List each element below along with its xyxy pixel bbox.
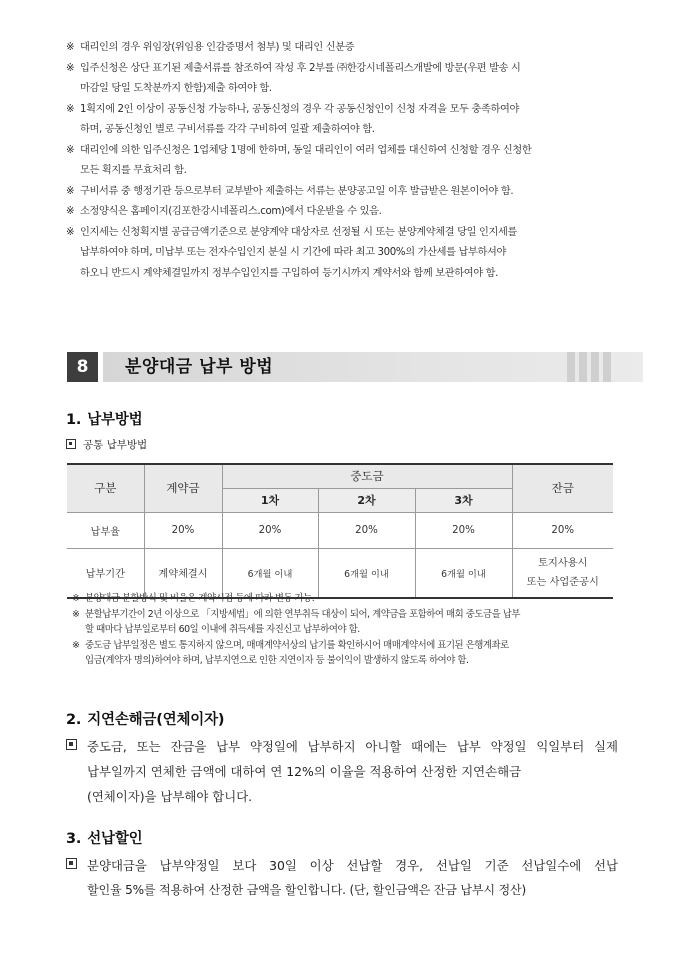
reference-mark-icon: ※ [72,593,80,604]
header-category: 구분 [67,464,144,512]
note-item [72,638,617,669]
section-number: 8 [67,352,98,382]
paragraph-late-interest [66,734,618,809]
table-notes [72,591,617,669]
cell-value: 6개월 이내 [318,548,415,598]
note-item [66,59,620,100]
note-text: 하오니 반드시 계약체결일까지 정부수입인지를 구입하여 등기시까지 계약서와 함께 보관하여야 함. [80,267,499,279]
stripe [567,352,575,382]
cell-value: 20% [415,512,512,548]
heading-late-interest [66,708,224,729]
note-item [66,38,620,59]
cell-line: 또는 사업준공시 [526,576,599,588]
paragraph-line: 분양대금을 납부약정일 보다 30일 이상 선납할 경우, 선납일 기준 선납일수에 선납 [87,858,618,873]
cell-value: 20% [318,512,415,548]
header-middle-payment: 중도금 [222,464,512,488]
section-title: 분양대금 납부 방법 [125,357,274,377]
note-text: 마감일 당일 도착분까지 한함)제출 하여야 함. [80,83,272,94]
note-text: 인지세는 신청획지별 공급금액기준으로 분양계약 대상자로 선정될 시 또는 분양계약체결 당일 인지세를 [80,226,517,238]
reference-mark-icon: ※ [66,226,75,238]
note-text: 납부하여야 하며, 미납부 또는 전자수입인지 분실 시 기간에 따라 최고 300%의 가산세를 납부하셔야 [80,247,506,258]
note-text: 중도금 납부일정은 별도 통지하지 않으며, 매매계약서상의 납기를 확인하시어 매매계약서에 표기된 은행계좌로 [85,639,509,651]
row-label: 납부기간 [67,548,144,598]
note-text: 입주신청은 상단 표기된 제출서류를 참조하여 작성 후 2부를 ㈜한강시네폴리스개발에 방문(우편 발송 시 [80,62,521,74]
cell-line: 토지사용시 [538,557,588,569]
header-contract: 계약금 [144,464,222,512]
note-text: 분양대금 분할방식 및 비율은 계약시점 등에 따라 변동 가능. [85,593,315,604]
row-label: 납부율 [67,512,144,548]
stripe [603,352,611,382]
reference-mark-icon: ※ [66,62,75,74]
cell-value: 20% [512,512,613,548]
heading-title: 지연손해금(연체이자) [87,712,225,728]
note-item [66,202,620,223]
section-header [67,352,615,382]
section-stripes-decoration [567,352,611,382]
heading-number: 1. [66,412,82,428]
heading-title: 선납할인 [87,831,143,847]
heading-title: 납부방법 [87,412,143,428]
cell-value: 20% [222,512,318,548]
paragraph-line: 납부일까지 연체한 금액에 대하여 연 12%의 이율을 적용하여 산정한 지연손해금 [87,764,522,779]
header-installment-2: 2차 [318,488,415,512]
note-text: 1획지에 2인 이상이 공동신청 가능하나, 공동신청의 경우 각 공동신청인이 신청 자격을 모두 충족하여야 [80,103,519,115]
paragraph-line: (연체이자)을 납부해야 합니다. [87,789,253,804]
cell-value: 계약체결시 [144,548,222,598]
note-item [66,100,620,141]
note-item [66,141,620,182]
note-text: 할 때마다 납부일로부터 60일 이내에 취득세를 자진신고 납부하여야 함. [85,624,360,635]
note-text: 분할납부기간이 2년 이상으로 「지방세법」에 의한 연부취득 대상이 되어, 계약금을 포함하여 매회 중도금을 납부 [85,608,520,620]
subheading [66,437,147,452]
reference-mark-icon: ※ [66,206,75,217]
paragraph-line: 할인율 5%를 적용하여 산정한 금액을 할인합니다. (단, 할인금액은 잔금 납부시 정산) [87,883,526,897]
stripe [591,352,599,382]
reference-mark-icon: ※ [66,103,75,115]
heading-number: 2. [66,712,82,728]
cell-value: 6개월 이내 [222,548,318,598]
note-text: 하며, 공동신청인 별로 구비서류를 각각 구비하여 일괄 제출하여야 함. [80,124,375,135]
requirements-notes [66,38,620,284]
square-bullet-icon [66,858,77,869]
reference-mark-icon: ※ [66,42,75,53]
note-item [66,223,620,285]
reference-mark-icon: ※ [72,639,80,651]
paragraph-line: 중도금, 또는 잔금을 납부 약정일에 납부하지 아니할 때에는 납부 약정일 익일부터 실제 [87,739,618,754]
note-item [72,607,617,638]
payment-table [67,463,613,599]
cell-value: 20% [144,512,222,548]
heading-prepayment-discount [66,827,142,848]
stripe [579,352,587,382]
note-item [66,182,620,203]
heading-number: 3. [66,831,82,847]
subheading-text: 공통 납부방법 [83,439,148,451]
header-installment-3: 3차 [415,488,512,512]
note-text: 모든 획지를 무효처리 함. [80,165,187,176]
reference-mark-icon: ※ [66,144,75,156]
cell-value: 6개월 이내 [415,548,512,598]
table-row [67,512,613,548]
note-text: 대리인의 경우 위임장(위임용 인감증명서 첨부) 및 대리인 신분증 [80,42,355,53]
reference-mark-icon: ※ [66,185,75,197]
header-balance: 잔금 [512,464,613,512]
reference-mark-icon: ※ [72,608,80,620]
heading-payment-method [66,408,142,429]
note-text: 소정양식은 홈페이지(김포한강시네폴리스.com)에서 다운받을 수 있음. [80,206,382,217]
header-installment-1: 1차 [222,488,318,512]
square-bullet-icon [66,739,77,750]
square-bullet-icon [66,439,76,449]
note-text: 구비서류 중 행정기관 등으로부터 교부받아 제출하는 서류는 분양공고일 이후 발급받은 원본이어야 함. [80,185,514,197]
paragraph-prepayment-discount [66,853,618,903]
note-text: 입금(계약자 명의)하여야 하며, 납부지연으로 인한 지연이자 등 불이익이 발생하지 않도록 하여야 함. [85,655,469,666]
note-text: 대리인에 의한 입주신청은 1업체당 1명에 한하며, 동일 대리인이 여러 업체를 대신하여 신청할 경우 신청한 [80,144,532,156]
note-item [72,591,617,607]
